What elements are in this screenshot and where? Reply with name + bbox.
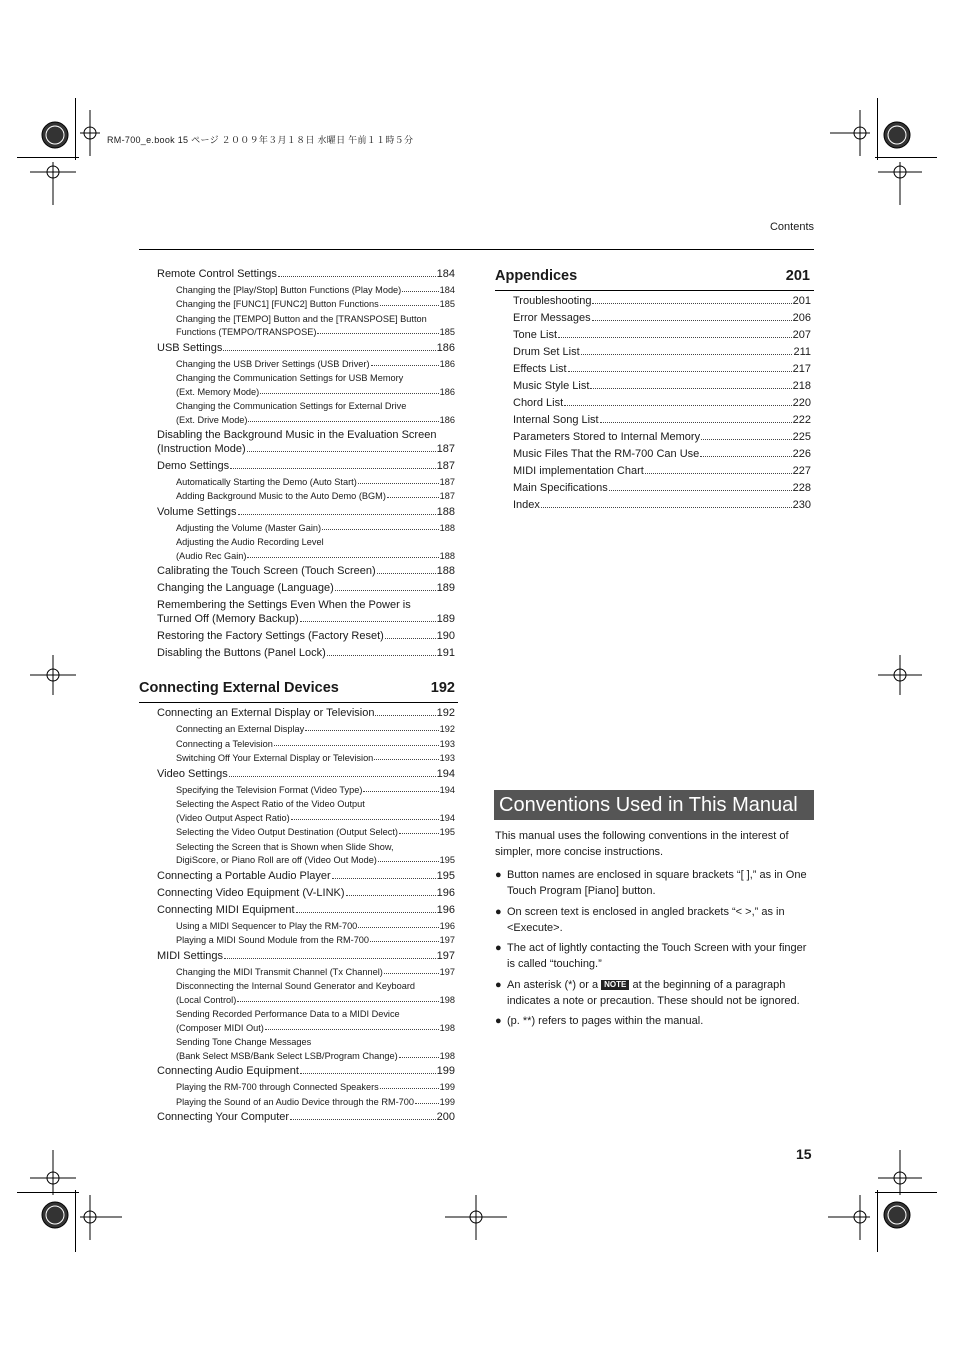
- conventions-title: Conventions Used in This Manual: [494, 790, 814, 820]
- toc-entry-title: Connecting a Television: [176, 738, 273, 749]
- dot-leader: [335, 590, 436, 591]
- header-divider: [139, 249, 814, 250]
- toc-entry-title: Changing the Communication Settings for External Drive: [176, 401, 407, 412]
- dot-leader: [377, 573, 436, 574]
- toc-entry-title: Adjusting the Volume (Master Gain): [176, 522, 322, 533]
- toc-entry-title: Playing a MIDI Sound Module from the RM-700: [176, 935, 370, 945]
- toc-entry-title: Connecting MIDI Equipment: [157, 903, 295, 916]
- dot-leader: [265, 1029, 439, 1030]
- toc-entry-page: 198: [439, 994, 455, 1005]
- dot-leader: [609, 490, 792, 491]
- toc-entry-page: 188: [436, 505, 455, 518]
- toc-entry[interactable]: [513, 414, 811, 426]
- dot-leader: [558, 337, 792, 338]
- toc-entry-page: 190: [436, 629, 455, 642]
- dot-leader: [645, 473, 792, 474]
- toc-entry-page: 185: [439, 299, 455, 310]
- toc-entry[interactable]: [176, 813, 455, 823]
- dot-leader: [380, 1088, 439, 1089]
- section-rule: [495, 290, 814, 291]
- toc-entry-title: Disconnecting the Internal Sound Generator and Keyboard: [176, 981, 416, 991]
- toc-entry[interactable]: [157, 647, 455, 659]
- toc-entry-title: Index: [513, 499, 540, 511]
- toc-entry[interactable]: [176, 523, 455, 533]
- toc-entry-page: 200: [436, 1111, 455, 1123]
- toc-entry-page: 189: [436, 582, 455, 594]
- bullet-icon: ●: [495, 906, 502, 918]
- section-label: Contents: [769, 221, 814, 233]
- toc-entry-title: MIDI Settings: [157, 949, 224, 962]
- toc-entry-page: 186: [439, 386, 455, 397]
- dot-leader: [229, 776, 436, 777]
- toc-entry-page: 197: [439, 966, 455, 977]
- toc-entry-title: Playing the RM-700 through Connected Speakers: [176, 1082, 379, 1092]
- toc-entry-page: 220: [792, 397, 811, 409]
- toc-entry-title: Video Settings: [157, 767, 228, 780]
- dot-leader: [701, 439, 792, 440]
- toc-entry[interactable]: [157, 887, 455, 899]
- toc-entry-page: 230: [792, 499, 811, 511]
- toc-entry[interactable]: [176, 753, 455, 763]
- toc-entry[interactable]: [157, 768, 455, 780]
- toc-entry-title: (Composer MIDI Out): [176, 1022, 264, 1033]
- dot-leader: [237, 1001, 438, 1002]
- toc-entry[interactable]: [176, 1051, 455, 1061]
- toc-entry-page: 197: [439, 935, 455, 945]
- toc-entry-page: 184: [439, 285, 455, 295]
- section-page: 192: [430, 680, 455, 696]
- toc-entry-title: Volume Settings: [157, 505, 237, 518]
- toc-entry[interactable]: [513, 448, 811, 460]
- toc-entry-page: 226: [792, 448, 811, 460]
- toc-entry-title: Calibrating the Touch Screen (Touch Screen): [157, 565, 376, 577]
- toc-entry[interactable]: [176, 855, 455, 865]
- dot-leader: [385, 638, 436, 639]
- toc-entry[interactable]: [176, 724, 455, 734]
- dot-leader: [592, 303, 791, 304]
- toc-entry[interactable]: [157, 1111, 455, 1123]
- toc-entry[interactable]: [513, 499, 811, 511]
- toc-entry-title: Changing the Language (Language): [157, 582, 334, 594]
- toc-entry[interactable]: [157, 630, 455, 642]
- toc-entry-title: Automatically Starting the Demo (Auto Start): [176, 476, 357, 487]
- toc-entry-page: 186: [439, 414, 455, 425]
- toc-entry-page: 186: [436, 341, 455, 354]
- toc-entry-page: 206: [792, 312, 811, 324]
- toc-entry[interactable]: [513, 397, 811, 409]
- toc-entry[interactable]: [176, 785, 455, 795]
- toc-entry-page: 211: [793, 346, 811, 358]
- toc-entry-page: 207: [792, 329, 811, 341]
- toc-entry-page: 186: [439, 358, 455, 369]
- dot-leader: [327, 655, 436, 656]
- toc-entry-page: 193: [439, 753, 455, 763]
- toc-entry[interactable]: [513, 380, 811, 392]
- dot-leader: [600, 422, 792, 423]
- toc-entry[interactable]: [157, 506, 455, 518]
- toc-entry-title: Parameters Stored to Internal Memory: [513, 431, 701, 443]
- toc-entry-page: 199: [439, 1096, 455, 1107]
- dot-leader: [541, 507, 792, 508]
- toc-entry-title: Selecting the Aspect Ratio of the Video Output: [176, 799, 365, 809]
- toc-entry-page: 218: [792, 380, 811, 392]
- dot-leader: [378, 861, 439, 862]
- toc-entry[interactable]: [157, 904, 455, 916]
- toc-entry-title: Changing the Communication Settings for USB Memory: [176, 373, 404, 384]
- toc-entry-page: 196: [439, 920, 455, 931]
- bullet-icon: ●: [495, 869, 502, 881]
- dot-leader: [223, 350, 435, 351]
- dot-leader: [346, 895, 436, 896]
- toc-entry-page: 194: [439, 812, 455, 823]
- toc-entry-title: Connecting an External Display: [176, 724, 305, 734]
- toc-entry-title: DigiScore, or Piano Roll are off (Video Out Mode): [176, 855, 377, 865]
- toc-entry-page: 187: [439, 491, 455, 502]
- toc-entry[interactable]: [513, 295, 811, 307]
- toc-entry-title: Main Specifications: [513, 482, 608, 494]
- dot-leader: [260, 393, 438, 394]
- dot-leader: [371, 365, 439, 366]
- toc-entry-page: 187: [436, 459, 455, 472]
- toc-entry-page: 188: [439, 550, 455, 561]
- toc-entry-title: Selecting the Screen that is Shown when Slide Show,: [176, 841, 394, 852]
- dot-leader: [322, 529, 439, 530]
- toc-entry[interactable]: [176, 967, 455, 977]
- toc-entry-title: Using a MIDI Sequencer to Play the RM-700: [176, 920, 358, 931]
- toc-entry[interactable]: [176, 921, 455, 931]
- toc-entry[interactable]: [176, 415, 455, 425]
- toc-entry-page: 192: [436, 707, 455, 719]
- toc-entry-title: Connecting Audio Equipment: [157, 1065, 299, 1077]
- bullet-text: Button names are enclosed in square brackets “[ ],” as in One Touch Program [Piano] button.: [507, 869, 807, 897]
- toc-entry[interactable]: [176, 995, 455, 1005]
- toc-entry-title: Disabling the Buttons (Panel Lock): [157, 646, 326, 659]
- dot-leader: [375, 715, 435, 716]
- toc-entry-page: 195: [436, 869, 455, 882]
- section-heading-external[interactable]: [139, 680, 455, 696]
- toc-entry-title: Remote Control Settings: [157, 268, 277, 280]
- toc-entry[interactable]: [513, 465, 811, 477]
- toc-entry-title: Playing the Sound of an Audio Device through the RM-700: [176, 1096, 415, 1107]
- toc-entry-page: 194: [439, 784, 455, 795]
- section-title: Connecting External Devices: [139, 680, 339, 696]
- dot-leader: [592, 320, 792, 321]
- toc-entry-page: 198: [439, 1050, 455, 1061]
- toc-entry-title: Functions (TEMPO/TRANSPOSE): [176, 327, 317, 338]
- toc-entry[interactable]: [513, 312, 811, 324]
- toc-entry[interactable]: [176, 1023, 455, 1033]
- dot-leader: [402, 291, 438, 292]
- toc-entry-title: Music Style List: [513, 380, 590, 392]
- toc-entry-title: (Local Control): [176, 994, 237, 1005]
- toc-entry[interactable]: [176, 387, 455, 397]
- dot-leader: [564, 405, 792, 406]
- dot-leader: [380, 305, 439, 306]
- toc-entry-title: Adjusting the Audio Recording Level: [176, 537, 324, 547]
- dot-leader: [247, 451, 436, 452]
- toc-entry[interactable]: [176, 285, 455, 295]
- toc-entry-title: Internal Song List: [513, 414, 599, 426]
- section-rule: [139, 702, 458, 703]
- toc-entry-page: 188: [439, 522, 455, 533]
- dot-leader: [399, 833, 439, 834]
- toc-entry-title: Tone List: [513, 329, 558, 341]
- dot-leader: [358, 483, 439, 484]
- toc-entry[interactable]: [157, 443, 455, 455]
- toc-entry[interactable]: [176, 1082, 455, 1092]
- toc-entry-title: Selecting the Video Output Destination (Output Select): [176, 827, 398, 837]
- toc-entry-title: Music Files That the RM-700 Can Use: [513, 448, 700, 460]
- toc-entry-page: 184: [436, 268, 455, 280]
- toc-entry-title: Error Messages: [513, 312, 591, 324]
- toc-entry-page: 188: [436, 565, 455, 577]
- toc-entry-title: Sending Tone Change Messages: [176, 1037, 312, 1047]
- toc-entry-title: Effects List: [513, 363, 567, 375]
- toc-entry-title: Drum Set List: [513, 346, 580, 358]
- toc-entry-page: 195: [439, 855, 455, 865]
- bullet-icon: ●: [495, 1015, 502, 1027]
- dot-leader: [296, 912, 436, 913]
- toc-entry[interactable]: [176, 327, 455, 337]
- toc-entry-title: (Video Output Aspect Ratio): [176, 812, 290, 823]
- toc-entry-page: 197: [436, 949, 455, 962]
- dot-leader: [317, 333, 438, 334]
- dot-leader: [374, 759, 438, 760]
- conventions-intro: This manual uses the following conventions in the interest of simpler, more concise instructions.: [495, 830, 789, 858]
- note-icon: NOTE: [601, 980, 629, 990]
- dot-leader: [387, 497, 439, 498]
- section-title: Appendices: [495, 268, 578, 284]
- toc-entry-title: USB Settings: [157, 341, 223, 354]
- toc-entry-page: 227: [792, 465, 811, 477]
- toc-entry-page: 193: [439, 738, 455, 749]
- toc-entry-page: 198: [439, 1022, 455, 1033]
- toc-entry-title: MIDI implementation Chart: [513, 465, 644, 477]
- bullet-icon: ●: [495, 942, 502, 954]
- toc-entry-title: Disabling the Background Music in the Evaluation Screen: [157, 429, 437, 442]
- toc-entry[interactable]: [157, 582, 455, 594]
- toc-entry[interactable]: [513, 431, 811, 443]
- bullet-text: An asterisk (*) or a NOTE at the beginning of a paragraph indicates a note or precaution. These should not be ignored.: [507, 979, 800, 1007]
- toc-entry[interactable]: [176, 359, 455, 369]
- toc-entry[interactable]: [176, 827, 455, 837]
- dot-leader: [358, 927, 438, 928]
- toc-entry-title: Switching Off Your External Display or Television: [176, 753, 374, 763]
- toc-entry-page: 187: [439, 476, 455, 487]
- toc-entry[interactable]: [176, 551, 455, 561]
- toc-entry[interactable]: [157, 565, 455, 577]
- dot-leader: [700, 456, 791, 457]
- toc-entry-title: Chord List: [513, 397, 564, 409]
- toc-entry-title: Changing the MIDI Transmit Channel (Tx Channel): [176, 966, 383, 977]
- dot-leader: [305, 730, 438, 731]
- dot-leader: [415, 1103, 439, 1104]
- dot-leader: [291, 819, 439, 820]
- file-info-line: RM-700_e.book 15 ページ ２００９年３月１８日 水曜日 午前１１時５分: [107, 135, 414, 145]
- section-heading-appendices[interactable]: [495, 268, 810, 284]
- toc-entry-page: 189: [436, 612, 455, 625]
- toc-entry[interactable]: [513, 363, 811, 375]
- toc-entry-page: 195: [439, 827, 455, 837]
- dot-leader: [248, 421, 438, 422]
- toc-entry[interactable]: [157, 870, 455, 882]
- toc-entry-title: (Instruction Mode): [157, 442, 246, 455]
- dot-leader: [230, 468, 435, 469]
- toc-entry-title: (Ext. Drive Mode): [176, 414, 248, 425]
- toc-entry-page: 199: [436, 1065, 455, 1077]
- toc-entry[interactable]: [176, 299, 455, 309]
- toc-entry-title: Adding Background Music to the Auto Demo (BGM): [176, 491, 386, 502]
- dot-leader: [290, 1119, 436, 1120]
- toc-entry[interactable]: [513, 482, 811, 494]
- bullet-text: (p. **) refers to pages within the manual.: [507, 1015, 704, 1027]
- toc-entry-page: 185: [439, 327, 455, 338]
- toc-entry-page: 225: [792, 431, 811, 443]
- toc-entry[interactable]: [157, 1065, 455, 1077]
- toc-entry-title: Changing the [Play/Stop] Button Functions (Play Mode): [176, 285, 402, 295]
- toc-entry-title: Restoring the Factory Settings (Factory Reset): [157, 629, 384, 642]
- toc-entry-page: 192: [439, 724, 455, 734]
- toc-entry-title: Specifying the Television Format (Video Type): [176, 784, 363, 795]
- toc-entry-page: 201: [792, 295, 811, 307]
- toc-entry-title: (Bank Select MSB/Bank Select LSB/Program Change): [176, 1050, 398, 1061]
- bullet-text: The act of lightly contacting the Touch Screen with your finger is called “touching.”: [507, 942, 807, 970]
- toc-entry-title: Connecting an External Display or Television: [157, 707, 375, 719]
- section-page: 201: [785, 268, 810, 284]
- dot-leader: [278, 276, 436, 277]
- dot-leader: [300, 621, 436, 622]
- toc-entry[interactable]: [513, 329, 811, 341]
- toc-entry-page: 196: [436, 886, 455, 899]
- dot-leader: [238, 514, 436, 515]
- page-number: 15: [796, 1146, 812, 1162]
- toc-entry[interactable]: [176, 739, 455, 749]
- toc-entry-title: Troubleshooting: [513, 295, 592, 307]
- dot-leader: [581, 354, 793, 355]
- dot-leader: [247, 557, 438, 558]
- toc-entry-title: Changing the [TEMPO] Button and the [TRANSPOSE] Button: [176, 313, 427, 324]
- toc-entry-title: Connecting Video Equipment (V-LINK): [157, 886, 345, 899]
- toc-entry-title: Connecting Your Computer: [157, 1111, 290, 1123]
- toc-entry[interactable]: [157, 268, 455, 280]
- dot-leader: [590, 388, 791, 389]
- toc-entry[interactable]: [157, 613, 455, 625]
- toc-entry-title: Demo Settings: [157, 459, 230, 472]
- toc-entry-title: Changing the USB Driver Settings (USB Driver): [176, 358, 370, 369]
- bullet-text: On screen text is enclosed in angled brackets “< >,” as in <Execute>.: [507, 906, 785, 934]
- toc-entry-title: (Ext. Memory Mode): [176, 386, 260, 397]
- dot-leader: [363, 791, 438, 792]
- toc-entry-title: (Audio Rec Gain): [176, 550, 247, 561]
- toc-entry-page: 187: [436, 442, 455, 455]
- bullet-icon: ●: [495, 979, 502, 991]
- toc-entry-title: Remembering the Settings Even When the Power is: [157, 599, 411, 611]
- toc-entry-page: 217: [792, 363, 811, 375]
- toc-entry[interactable]: [157, 342, 455, 354]
- toc-entry-title: Turned Off (Memory Backup): [157, 612, 299, 625]
- toc-entry-page: 199: [439, 1082, 455, 1092]
- dot-leader: [384, 973, 439, 974]
- toc-entry-page: 196: [436, 903, 455, 916]
- toc-entry[interactable]: [176, 1097, 455, 1107]
- toc-entry-page: 191: [436, 646, 455, 659]
- toc-entry[interactable]: [157, 460, 455, 472]
- toc-entry-title: Connecting a Portable Audio Player: [157, 869, 331, 882]
- dot-leader: [300, 1073, 436, 1074]
- toc-entry[interactable]: [176, 477, 455, 487]
- toc-entry[interactable]: [176, 935, 455, 945]
- dot-leader: [224, 958, 436, 959]
- dot-leader: [399, 1057, 439, 1058]
- dot-leader: [274, 745, 439, 746]
- toc-entry-title: Sending Recorded Performance Data to a MIDI Device: [176, 1009, 400, 1019]
- toc-entry-page: 222: [792, 414, 811, 426]
- toc-entry[interactable]: [157, 950, 455, 962]
- toc-entry[interactable]: [157, 707, 455, 719]
- toc-entry[interactable]: [513, 346, 811, 358]
- toc-entry-page: 228: [792, 482, 811, 494]
- dot-leader: [370, 941, 439, 942]
- dot-leader: [568, 371, 792, 372]
- toc-entry-page: 194: [436, 767, 455, 780]
- dot-leader: [332, 878, 436, 879]
- toc-entry-title: Changing the [FUNC1] [FUNC2] Button Functions: [176, 299, 379, 310]
- toc-entry[interactable]: [176, 491, 455, 501]
